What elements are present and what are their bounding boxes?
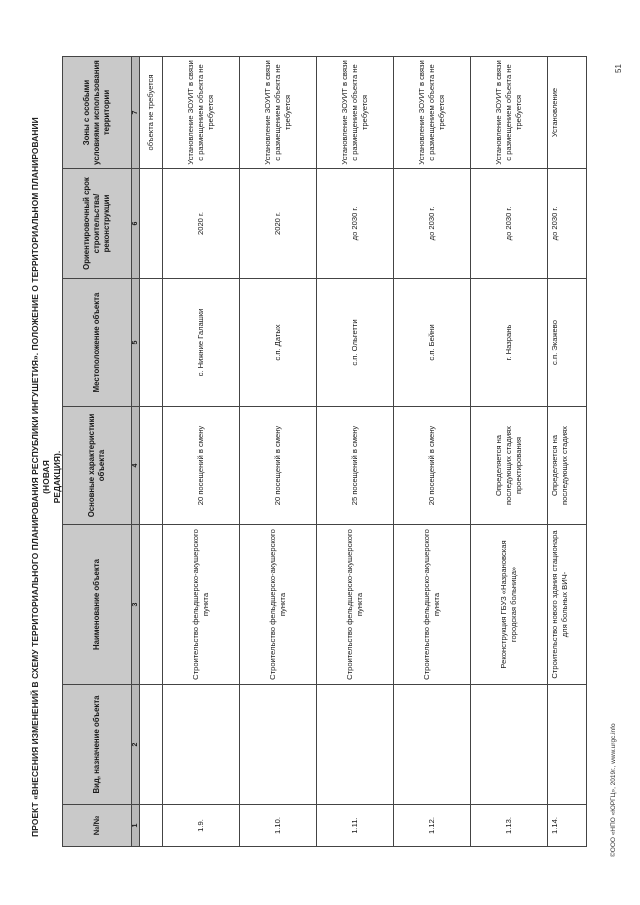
- row-zone: Установление ЗОУИТ в связи с размещением объекта не требуется: [317, 57, 394, 169]
- table-row: [317, 57, 394, 847]
- row-term: до 2030 г.: [317, 169, 394, 279]
- row-name: Строительство фельдшерско-акушерского пункта: [240, 525, 317, 685]
- table-row: [548, 57, 587, 847]
- row-characteristics: 20 посещений в смену: [240, 407, 317, 525]
- header-kind: Вид, назначение объекта: [63, 685, 132, 805]
- row-zone: Установление ЗОУИТ в связи с размещением объекта не требуется: [163, 57, 240, 169]
- row-kind: [317, 685, 394, 805]
- row-term: 2020 г.: [240, 169, 317, 279]
- column-number: 3: [132, 525, 140, 685]
- row-location: с.п. Бейни: [394, 279, 471, 407]
- title-line-1: ПРОЕКТ «ВНЕСЕНИЯ ИЗМЕНЕНИЙ В СХЕМУ ТЕРРИТОРИАЛЬНОГО ПЛАНИРОВАНИЯ РЕСПУБЛИКИ ИНГУШЕТИЯ». ПОЛОЖЕНИЕ О ТЕРРИТОРИАЛЬНОМ ПЛАНИРОВАНИИ (НОВАЯ: [30, 117, 51, 837]
- row-num: 1.12.: [394, 805, 471, 847]
- row-location: г. Назрань: [471, 279, 548, 407]
- row-name: Строительство фельдшерско-акушерского пункта: [394, 525, 471, 685]
- row-term: 2020 г.: [163, 169, 240, 279]
- table-cell: [140, 685, 163, 805]
- row-num: 1.9.: [163, 805, 240, 847]
- row-kind: [471, 685, 548, 805]
- row-name: Строительство фельдшерско-акушерского пункта: [163, 525, 240, 685]
- row-characteristics: Определяется на последующих стадиях проектирования: [471, 407, 548, 525]
- row-zone: Установление: [548, 57, 587, 169]
- document-title: [30, 107, 63, 847]
- table-row: [394, 57, 471, 847]
- row-location: с.п. Экажево: [548, 279, 587, 407]
- objects-table: [62, 56, 587, 847]
- row-characteristics: Определяется на последующих стадиях: [548, 407, 587, 525]
- row-kind: [240, 685, 317, 805]
- column-numbers-row: [132, 57, 140, 847]
- column-number: 7: [132, 57, 140, 169]
- column-number: 1: [132, 805, 140, 847]
- row-num: 1.11.: [317, 805, 394, 847]
- header-name: Наименование объекта: [63, 525, 132, 685]
- header-location: Местоположение объекта: [63, 279, 132, 407]
- row-characteristics: 20 посещений в смену: [163, 407, 240, 525]
- row-name: Строительство нового здания стационара для больных ВИЧ-: [548, 525, 587, 685]
- row-zone: Установление ЗОУИТ в связи с размещением объекта не требуется: [240, 57, 317, 169]
- table-cell: [140, 525, 163, 685]
- header-row: [63, 57, 132, 847]
- table-cell: [140, 407, 163, 525]
- table-row: [471, 57, 548, 847]
- row-term: до 2030 г.: [548, 169, 587, 279]
- continuation-row: [140, 57, 163, 847]
- header-term: Ориентировочный срок строительства/ реконструкции: [63, 169, 132, 279]
- row-num: 1.14.: [548, 805, 587, 847]
- table-row: [240, 57, 317, 847]
- row-location: с.п. Датых: [240, 279, 317, 407]
- row-kind: [163, 685, 240, 805]
- column-number: 5: [132, 279, 140, 407]
- row-name: Строительство фельдшерско-акушерского пункта: [317, 525, 394, 685]
- row-term: до 2030 г.: [471, 169, 548, 279]
- column-number: 2: [132, 685, 140, 805]
- page-number: 51: [614, 64, 623, 73]
- row-zone: Установление ЗОУИТ в связи с размещением объекта не требуется: [394, 57, 471, 169]
- column-number: 4: [132, 407, 140, 525]
- row-location: с. Нижние Галашки: [163, 279, 240, 407]
- header-num: №/№: [63, 805, 132, 847]
- header-zones: Зоны с особыми условиями использования территории: [63, 57, 132, 169]
- footer-copyright: ©ООО «НПО «ЮРГЦ», 2019г., www.urgc.info: [610, 723, 617, 857]
- row-characteristics: 25 посещений в смену: [317, 407, 394, 525]
- row-characteristics: 20 посещений в смену: [394, 407, 471, 525]
- table-cell: [140, 279, 163, 407]
- row-num: 1.10.: [240, 805, 317, 847]
- table-cell: [140, 169, 163, 279]
- title-line-2: РЕДАКЦИЯ).: [52, 450, 62, 504]
- header-characteristics: Основные характеристики объекта: [63, 407, 132, 525]
- row-zone: Установление ЗОУИТ в связи с размещением объекта не требуется: [471, 57, 548, 169]
- column-number: 6: [132, 169, 140, 279]
- table-cell: [140, 805, 163, 847]
- row-name: Реконструкция ГБУЗ «Назрановская городская больница»: [471, 525, 548, 685]
- row-location: с.п. Ольгетти: [317, 279, 394, 407]
- row-num: 1.13.: [471, 805, 548, 847]
- continuation-cell: объекта не требуется: [140, 57, 163, 169]
- table-row: [163, 57, 240, 847]
- row-term: до 2030 г.: [394, 169, 471, 279]
- row-kind: [548, 685, 587, 805]
- row-kind: [394, 685, 471, 805]
